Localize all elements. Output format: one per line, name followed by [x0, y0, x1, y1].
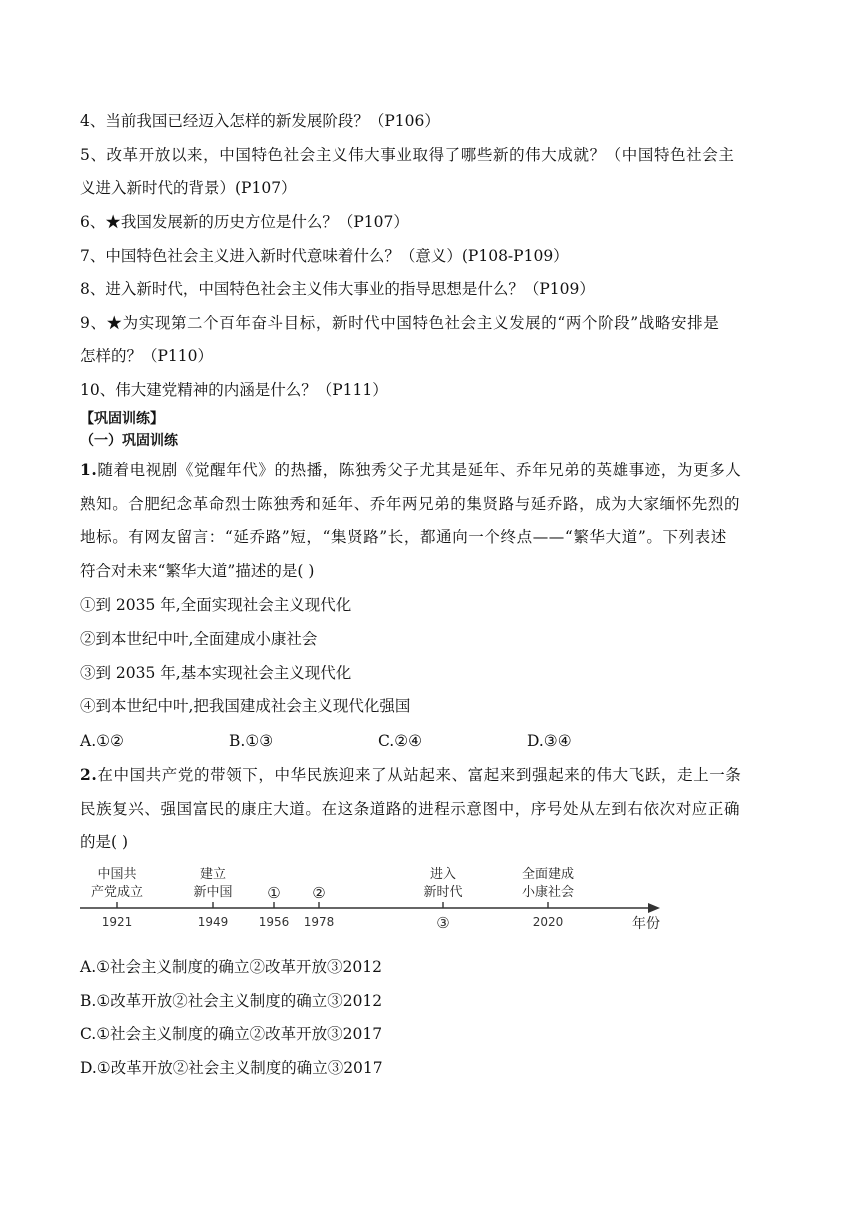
timeline-diagram: [76, 860, 676, 940]
event-1956-marker: ①: [267, 884, 281, 902]
review-question-4: 4、当前我国已经迈入怎样的新发展阶段？（P106）: [80, 112, 440, 130]
event-1949-label-line2: 新中国: [193, 885, 233, 900]
review-question-6: 6、★我国发展新的历史方位是什么？（P107）: [80, 213, 409, 231]
q2-option-c: C.①社会主义制度的确立②改革开放③2017: [80, 1025, 383, 1043]
event-1949-year: 1949: [197, 915, 229, 929]
q1-stem-line4: 符合对未来“繁华大道”描述的是( ): [80, 562, 315, 580]
event-1949-label-line1: 建立: [199, 867, 227, 882]
event-new-era-marker: ③: [436, 914, 450, 932]
q2-stem-line3: 的是( ): [80, 833, 129, 851]
event-new-era-label-line2: 新时代: [423, 885, 463, 900]
q1-statement-3: ③到 2035 年,基本实现社会主义现代化: [80, 664, 352, 682]
timeline-axis-label: 年份: [632, 916, 660, 932]
q1-option-c: C.②④: [378, 732, 423, 750]
event-1956-year: 1956: [258, 915, 290, 929]
q2-number: 2.: [80, 765, 98, 784]
q2-stem-line2: 民族复兴、强国富民的康庄大道。在这条道路的进程示意图中，序号处从左到右依次对应正确: [80, 800, 741, 818]
q2-option-d: D.①改革开放②社会主义制度的确立③2017: [80, 1059, 383, 1077]
q1-option-a: A.①②: [80, 732, 124, 750]
q1-statement-1: ①到 2035 年,全面实现社会主义现代化: [80, 596, 352, 614]
review-question-5-line2: 义进入新时代的背景）(P107）: [80, 179, 297, 197]
review-question-8: 8、进入新时代，中国特色社会主义伟大事业的指导思想是什么？（P109）: [80, 280, 595, 298]
review-question-9-line2: 怎样的？（P110）: [80, 347, 214, 365]
q1-stem-line2: 熟知。合肥纪念革命烈士陈独秀和延年、乔年两兄弟的集贤路与延乔路，成为大家缅怀先烈的: [80, 495, 741, 513]
q1-statement-4: ④到本世纪中叶,把我国建成社会主义现代化强国: [80, 697, 411, 715]
q2-stem-line1: 2.在中国共产党的带领下，中华民族迎来了从站起来、富起来到强起来的伟大飞跃，走上一条: [80, 765, 742, 784]
q1-stem-line3: 地标。有网友留言：“延乔路”短，“集贤路”长，都通向一个终点——“繁华大道”。下列表述: [80, 528, 727, 546]
q1-option-d: D.③④: [527, 732, 572, 750]
event-1921-year: 1921: [101, 915, 133, 929]
event-1921-label-line1: 中国共: [97, 867, 137, 882]
event-1921-label-line2: 产党成立: [90, 885, 144, 900]
review-question-10: 10、伟大建党精神的内涵是什么？（P111）: [80, 381, 388, 399]
event-2020-year: 2020: [532, 915, 564, 929]
event-1978-year: 1978: [303, 915, 335, 929]
review-question-9-line1: 9、★为实现第二个百年奋斗目标，新时代中国特色社会主义发展的“两个阶段”战略安排是: [80, 314, 720, 332]
q1-stem-line1: 1.随着电视剧《觉醒年代》的热播，陈独秀父子尤其是延年、乔年兄弟的英雄事迹，为更多人: [80, 460, 742, 479]
section-title: 【巩固训练】: [80, 411, 164, 427]
event-1978-marker: ②: [312, 884, 326, 902]
q2-option-b: B.①改革开放②社会主义制度的确立③2012: [80, 992, 383, 1010]
q2-option-a: A.①社会主义制度的确立②改革开放③2012: [80, 958, 382, 976]
review-question-5-line1: 5、改革开放以来，中国特色社会主义伟大事业取得了哪些新的伟大成就？（中国特色社会主: [80, 146, 735, 164]
event-2020-label-line1: 全面建成: [521, 867, 575, 882]
event-2020-label-line2: 小康社会: [521, 885, 575, 900]
timeline-arrow-icon: [648, 903, 660, 913]
q1-option-b: B.①③: [229, 732, 274, 750]
q1-number: 1.: [80, 460, 98, 479]
subsection-title: （一）巩固训练: [80, 433, 178, 449]
event-new-era-label-line1: 进入: [429, 867, 457, 882]
review-question-7: 7、中国特色社会主义进入新时代意味着什么？（意义）(P108-P109）: [80, 247, 569, 265]
q1-statement-2: ②到本世纪中叶,全面建成小康社会: [80, 630, 318, 648]
